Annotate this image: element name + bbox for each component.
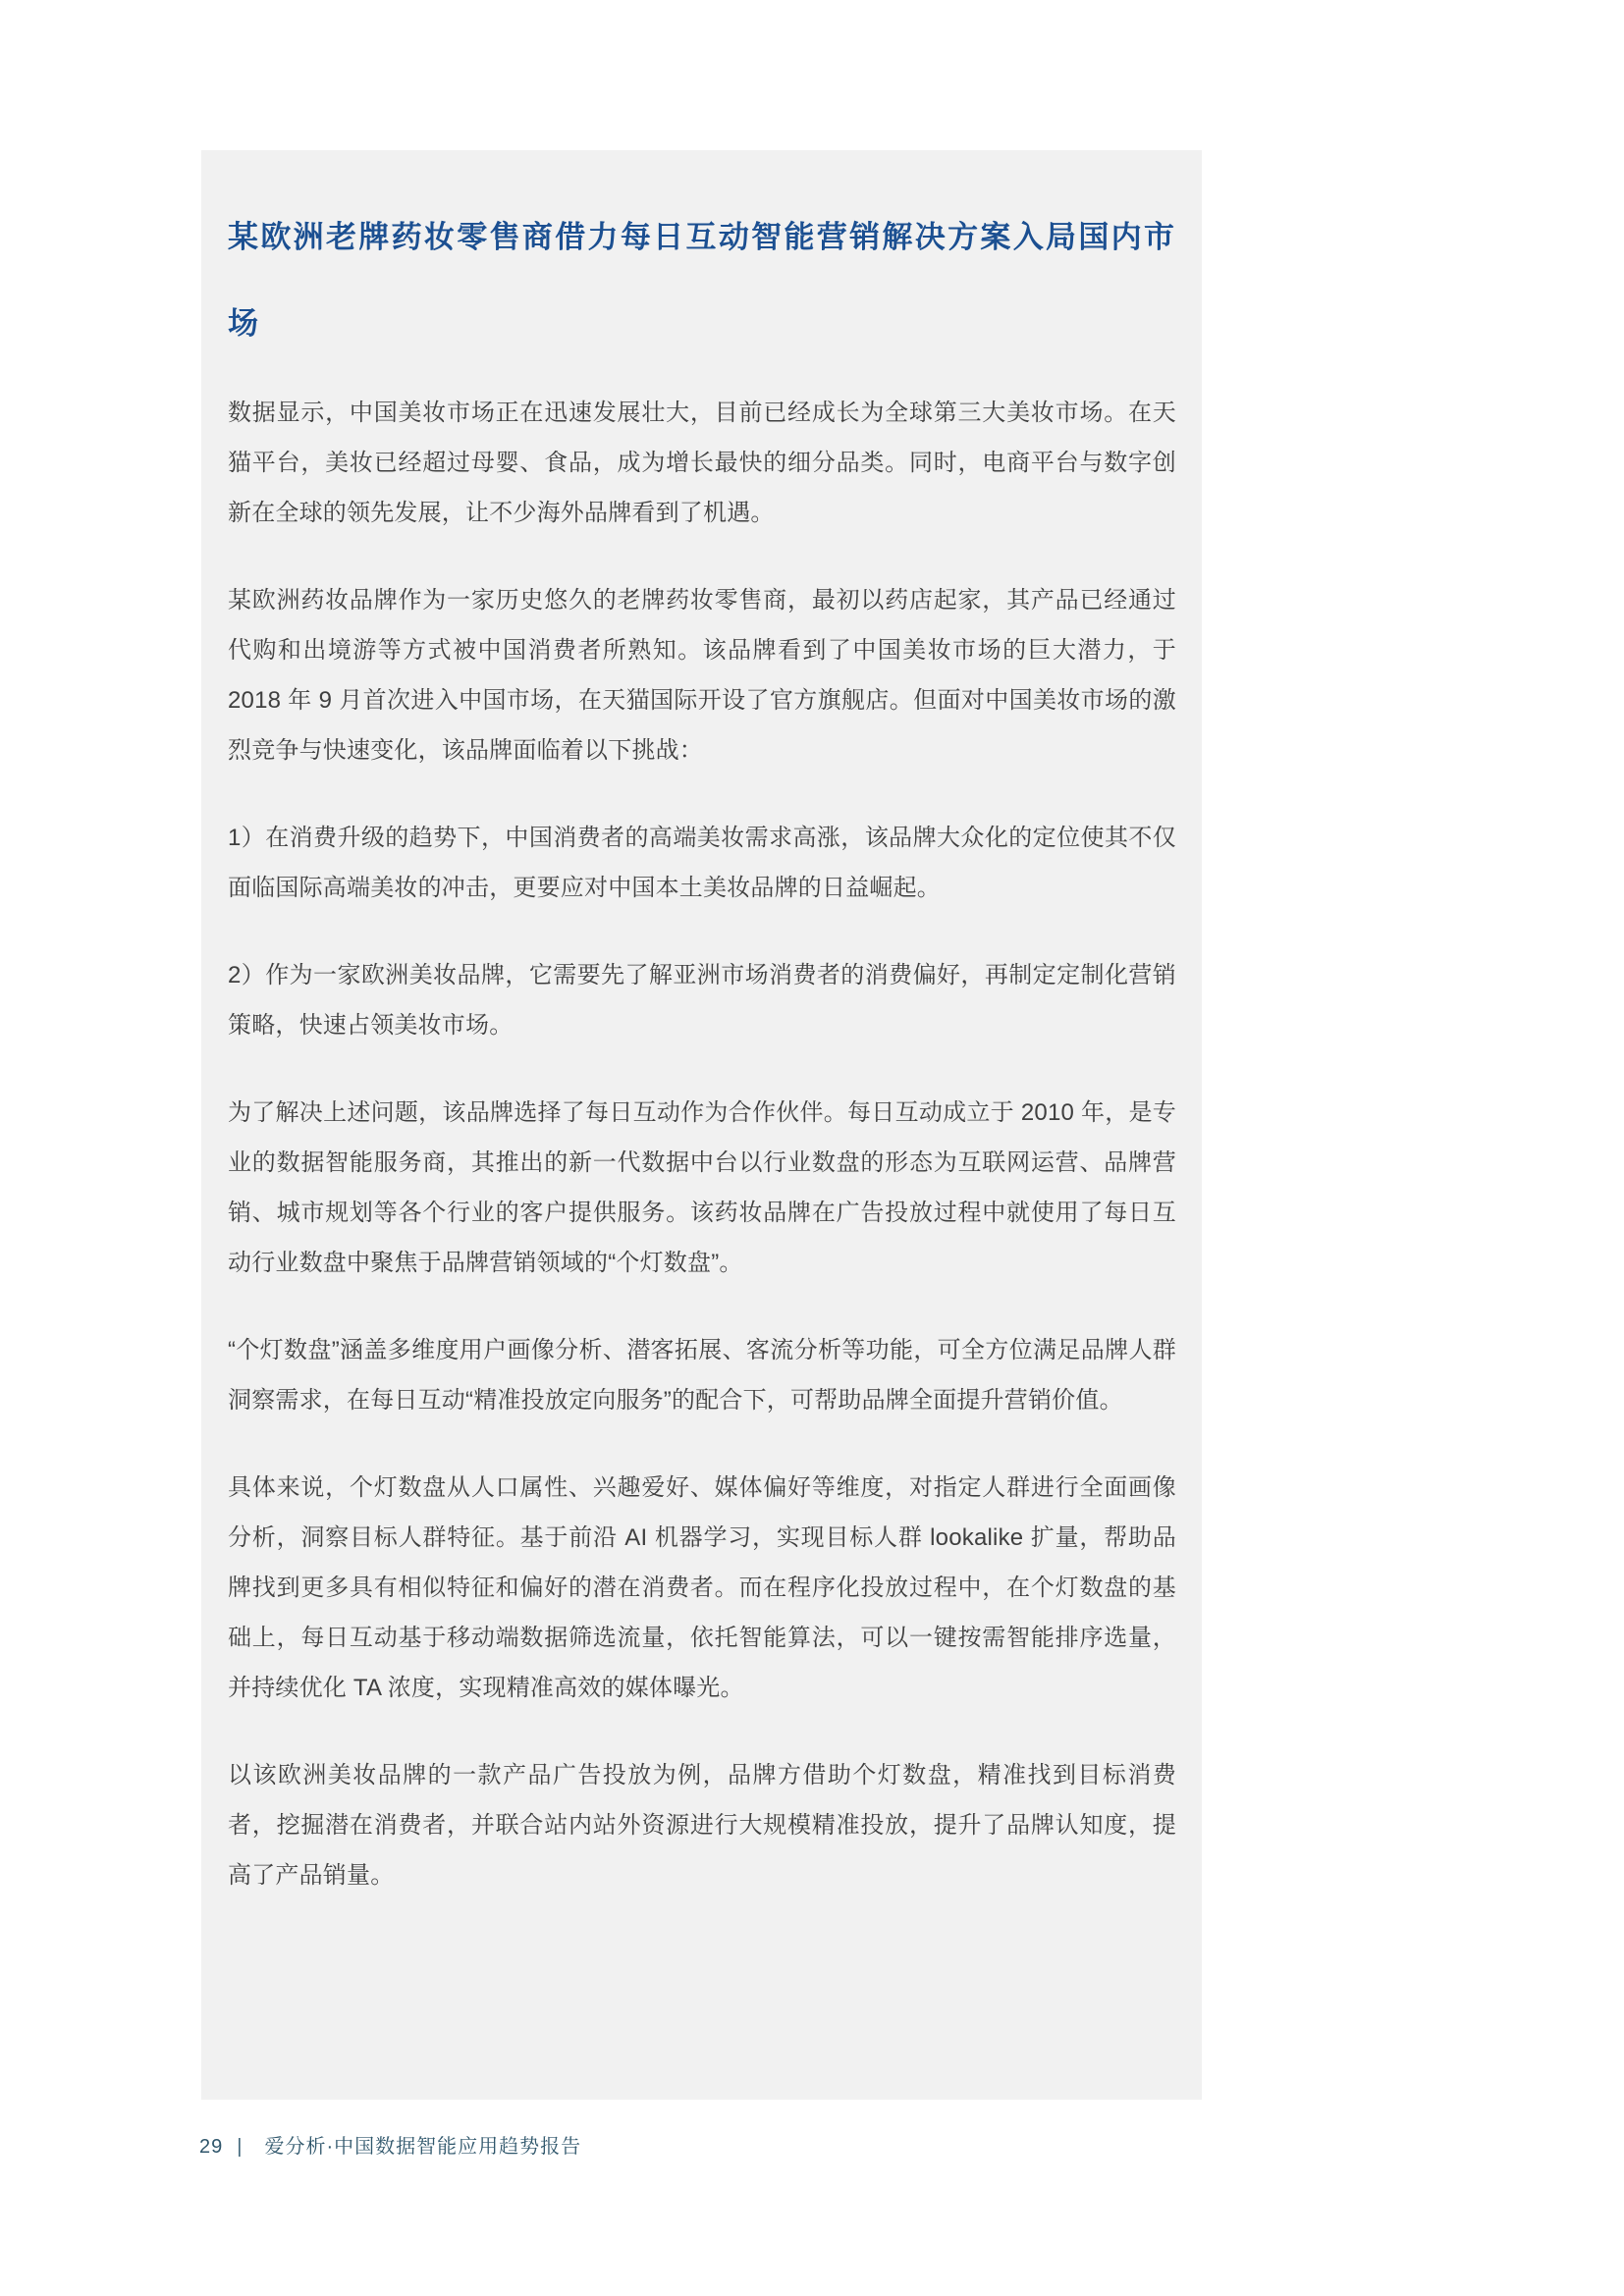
page-number: 29 — [199, 2136, 224, 2158]
body-paragraph: 以该欧洲美妆品牌的一款产品广告投放为例，品牌方借助个灯数盘，精准找到目标消费者，挖掘潜在消费者，并联合站内站外资源进行大规模精准投放，提升了品牌认知度，提高了产品销量。 — [228, 1762, 1176, 1889]
body-paragraph: “个灯数盘”涵盖多维度用户画像分析、潜客拓展、客流分析等功能，可全方位满足品牌人群洞察需求，在每日互动“精准投放定向服务”的配合下，可帮助品牌全面提升营销价值。 — [228, 1337, 1176, 1414]
body-paragraph: 为了解决上述问题，该品牌选择了每日互动作为合作伙伴。每日互动成立于 2010 年，是专业的数据智能服务商，其推出的新一代数据中台以行业数盘的形态为互联网运营、品牌营销、城市规划等各个行业的客户提供服务。该药妆品牌在广告投放过程中就使用了每日互动行业数盘中聚焦于品牌营销领域的“个灯数盘”。 — [228, 1099, 1176, 1276]
footer-separator: | — [237, 2136, 244, 2158]
body-paragraph: 2）作为一家欧洲美妆品牌，它需要先了解亚洲市场消费者的消费偏好，再制定定制化营销策略，快速占领美妆市场。 — [228, 962, 1176, 1039]
article-body — [228, 388, 1176, 1900]
case-study-card — [201, 150, 1202, 2100]
page-footer — [199, 2132, 581, 2162]
case-study-title: 某欧洲老牌药妆零售商借力每日互动智能营销解决方案入局国内市场 — [228, 220, 1176, 341]
body-paragraph: 1）在消费升级的趋势下，中国消费者的高端美妆需求高涨，该品牌大众化的定位使其不仅面临国际高端美妆的冲击，更要应对中国本土美妆品牌的日益崛起。 — [228, 825, 1176, 901]
body-paragraph: 某欧洲药妆品牌作为一家历史悠久的老牌药妆零售商，最初以药店起家，其产品已经通过代购和出境游等方式被中国消费者所熟知。该品牌看到了中国美妆市场的巨大潜力，于 2018 年 9 月首次进入中国市场，在天猫国际开设了官方旗舰店。但面对中国美妆市场的激烈竞争与快速变化，该品牌面临着以下挑战： — [228, 587, 1176, 764]
body-paragraph: 数据显示，中国美妆市场正在迅速发展壮大，目前已经成长为全球第三大美妆市场。在天猫平台，美妆已经超过母婴、食品，成为增长最快的细分品类。同时，电商平台与数字创新在全球的领先发展，让不少海外品牌看到了机遇。 — [228, 400, 1176, 526]
body-paragraph: 具体来说，个灯数盘从人口属性、兴趣爱好、媒体偏好等维度，对指定人群进行全面画像分析，洞察目标人群特征。基于前沿 AI 机器学习，实现目标人群 lookalike 扩量，帮助品牌找到更多具有相似特征和偏好的潜在消费者。而在程序化投放过程中，在个灯数盘的基础上，每日互动基于移动端数据筛选流量，依托智能算法，可以一键按需智能排序选量，并持续优化 TA 浓度，实现精准高效的媒体曝光。 — [228, 1474, 1176, 1701]
report-title: 爱分析·中国数据智能应用趋势报告 — [264, 2136, 582, 2158]
